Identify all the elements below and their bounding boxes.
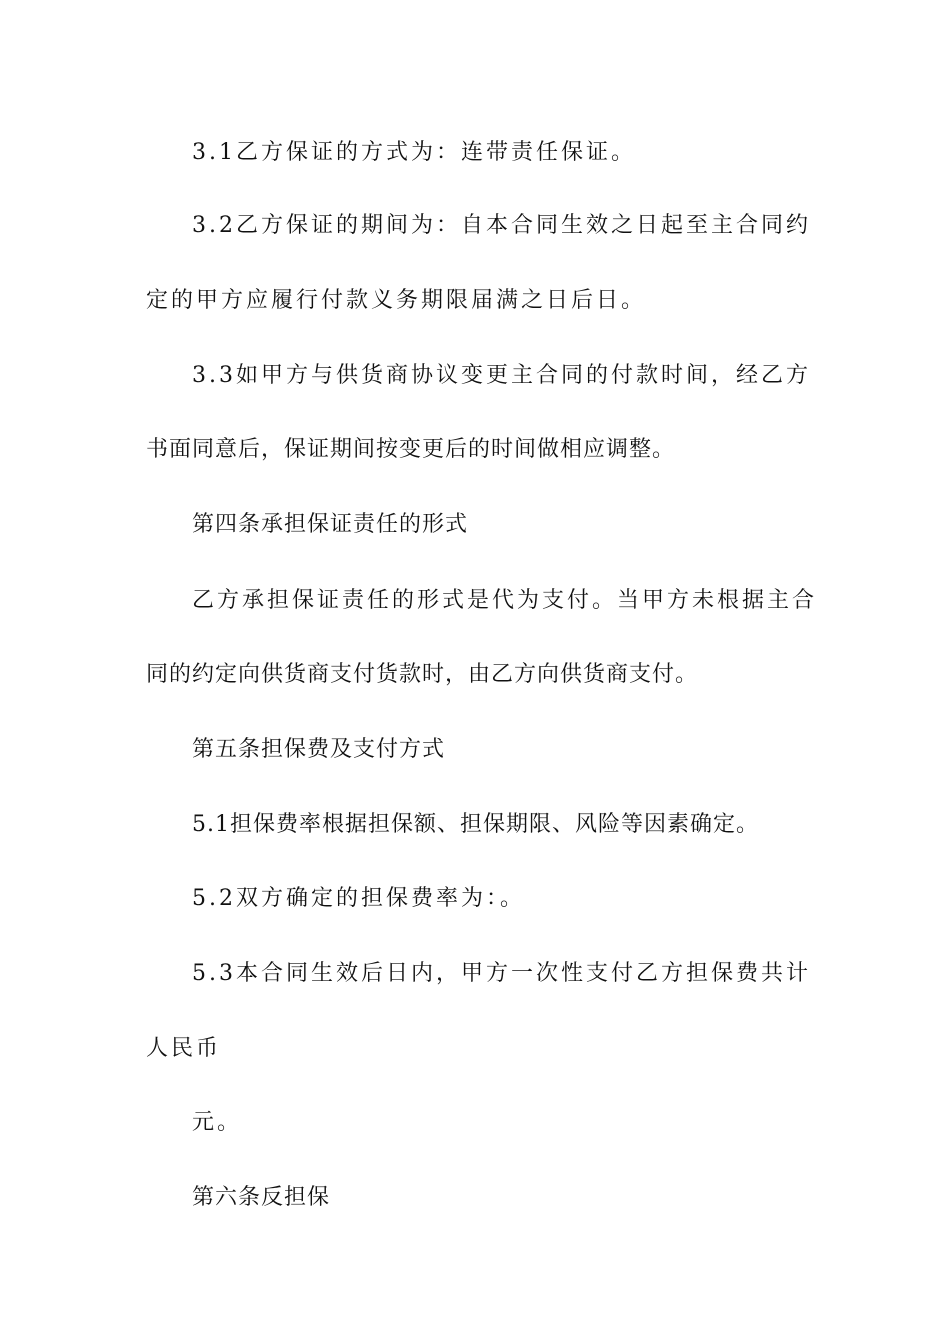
- clause-3-3-line-1: 3.3如甲方与供货商协议变更主合同的付款时间，经乙方: [192, 363, 811, 388]
- clause-5-1: 5.1担保费率根据担保额、担保期限、风险等因素确定。: [192, 812, 759, 837]
- clause-5-3-line-1: 5.3本合同生效后日内，甲方一次性支付乙方担保费共计: [192, 961, 811, 986]
- article-5-heading: 第五条担保费及支付方式: [192, 737, 446, 762]
- clause-5-2: 5.2双方确定的担保费率为：。: [192, 886, 525, 911]
- article-4-body-line-2: 同的约定向供货商支付货款时，由乙方向供货商支付。: [146, 662, 699, 687]
- article-4-heading: 第四条承担保证责任的形式: [192, 512, 469, 537]
- clause-5-3-line-3: 元。: [192, 1110, 243, 1135]
- clause-5-3-line-2: 人民币: [146, 1036, 222, 1061]
- clause-3-2-line-1: 3.2乙方保证的期间为：自本合同生效之日起至主合同约: [192, 213, 811, 238]
- article-6-heading: 第六条反担保: [192, 1185, 331, 1210]
- clause-3-2-line-2: 定的甲方应履行付款义务期限届满之日后日。: [146, 288, 647, 313]
- clause-3-3-line-2: 书面同意后，保证期间按变更后的时间做相应调整。: [146, 437, 676, 462]
- clause-3-1: 3.1乙方保证的方式为：连带责任保证。: [192, 140, 636, 165]
- article-4-body-line-1: 乙方承担保证责任的形式是代为支付。当甲方未根据主合: [192, 588, 818, 613]
